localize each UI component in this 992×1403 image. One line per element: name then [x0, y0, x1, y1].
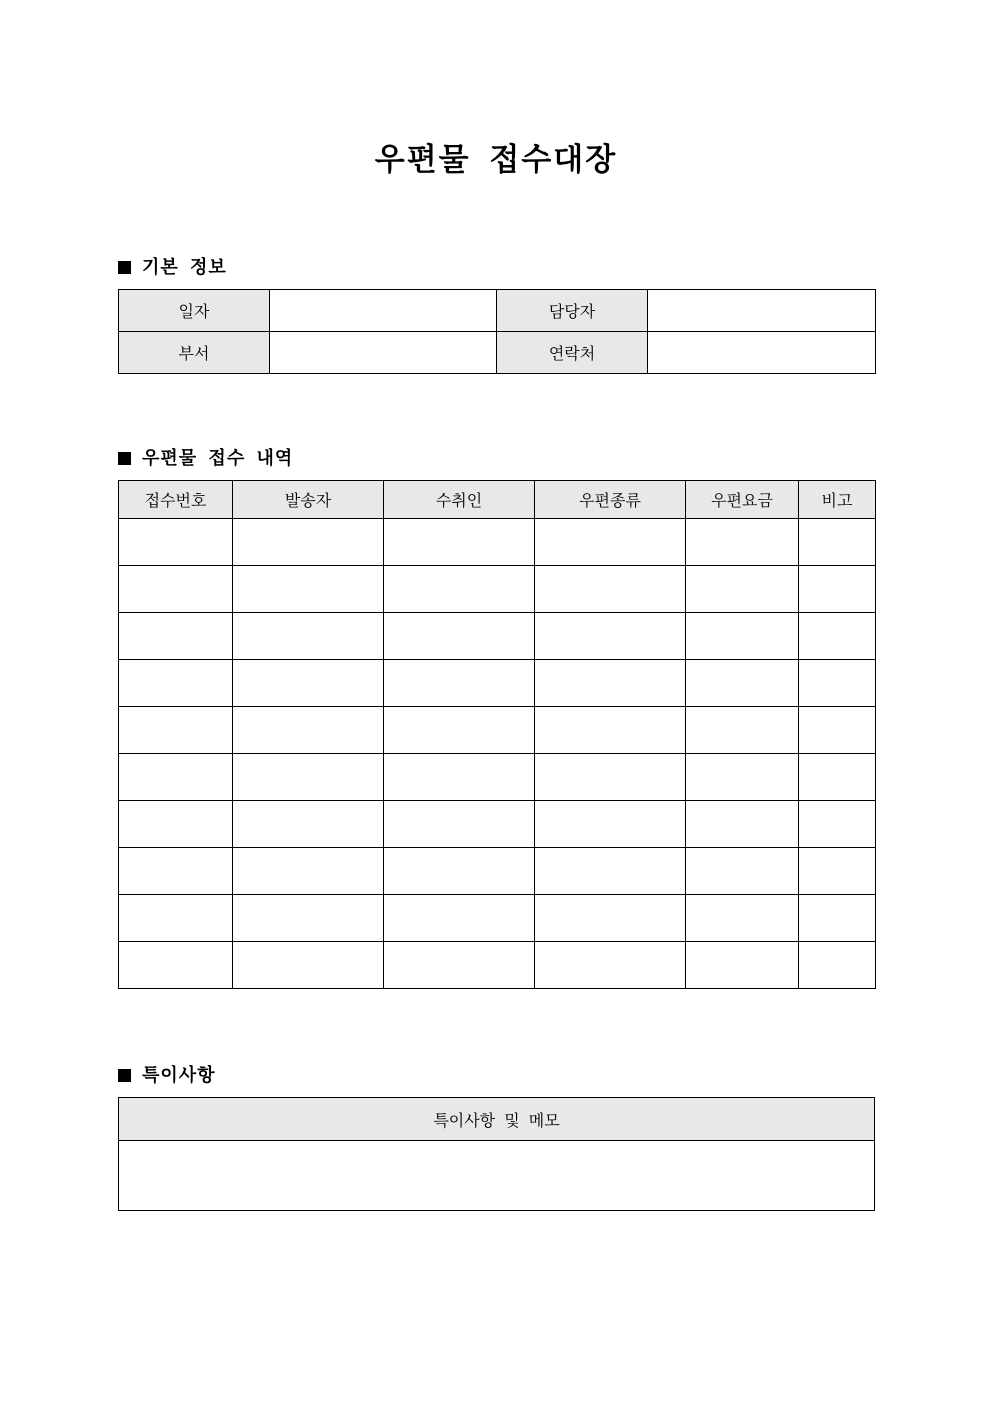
cell-sender[interactable]	[233, 613, 384, 660]
cell-mail-type[interactable]	[535, 848, 686, 895]
cell-recipient[interactable]	[384, 895, 535, 942]
notes-field[interactable]	[119, 1141, 875, 1211]
cell-mail-type[interactable]	[535, 895, 686, 942]
column-header-receipt-no: 접수번호	[119, 481, 233, 519]
cell-recipient[interactable]	[384, 519, 535, 566]
basic-info-heading-text: 기본 정보	[142, 257, 227, 278]
column-header-postage: 우편요금	[686, 481, 799, 519]
table-row	[119, 1141, 875, 1211]
manager-label: 담당자	[497, 290, 648, 332]
cell-sender[interactable]	[233, 895, 384, 942]
cell-postage[interactable]	[686, 660, 799, 707]
table-row	[119, 519, 876, 566]
contact-field[interactable]	[648, 332, 876, 374]
cell-remarks[interactable]	[799, 566, 876, 613]
cell-remarks[interactable]	[799, 848, 876, 895]
table-row	[119, 801, 876, 848]
table-row	[119, 707, 876, 754]
cell-sender[interactable]	[233, 660, 384, 707]
basic-info-table	[118, 289, 876, 374]
cell-receipt-no[interactable]	[119, 613, 233, 660]
receipt-table	[118, 480, 876, 989]
basic-info-heading	[118, 253, 227, 279]
cell-postage[interactable]	[686, 801, 799, 848]
cell-receipt-no[interactable]	[119, 942, 233, 989]
cell-mail-type[interactable]	[535, 942, 686, 989]
cell-receipt-no[interactable]	[119, 519, 233, 566]
square-bullet-icon	[118, 1069, 131, 1082]
cell-sender[interactable]	[233, 942, 384, 989]
cell-mail-type[interactable]	[535, 707, 686, 754]
cell-postage[interactable]	[686, 707, 799, 754]
cell-postage[interactable]	[686, 848, 799, 895]
cell-recipient[interactable]	[384, 707, 535, 754]
cell-mail-type[interactable]	[535, 754, 686, 801]
cell-postage[interactable]	[686, 754, 799, 801]
table-header-row	[119, 1098, 875, 1141]
cell-postage[interactable]	[686, 519, 799, 566]
cell-mail-type[interactable]	[535, 519, 686, 566]
column-header-remarks: 비고	[799, 481, 876, 519]
contact-label: 연락처	[497, 332, 648, 374]
cell-receipt-no[interactable]	[119, 754, 233, 801]
cell-receipt-no[interactable]	[119, 801, 233, 848]
table-row	[119, 848, 876, 895]
cell-postage[interactable]	[686, 895, 799, 942]
cell-remarks[interactable]	[799, 660, 876, 707]
table-header-row	[119, 481, 876, 519]
cell-sender[interactable]	[233, 519, 384, 566]
cell-recipient[interactable]	[384, 613, 535, 660]
manager-field[interactable]	[648, 290, 876, 332]
cell-sender[interactable]	[233, 801, 384, 848]
cell-recipient[interactable]	[384, 754, 535, 801]
cell-recipient[interactable]	[384, 942, 535, 989]
notes-heading-text: 특이사항	[142, 1065, 216, 1086]
cell-recipient[interactable]	[384, 848, 535, 895]
table-row	[119, 566, 876, 613]
notes-table-header: 특이사항 및 메모	[119, 1098, 875, 1141]
cell-remarks[interactable]	[799, 707, 876, 754]
cell-sender[interactable]	[233, 707, 384, 754]
cell-receipt-no[interactable]	[119, 848, 233, 895]
cell-sender[interactable]	[233, 566, 384, 613]
cell-remarks[interactable]	[799, 801, 876, 848]
table-row	[119, 754, 876, 801]
square-bullet-icon	[118, 261, 131, 274]
cell-remarks[interactable]	[799, 895, 876, 942]
cell-mail-type[interactable]	[535, 613, 686, 660]
cell-recipient[interactable]	[384, 801, 535, 848]
receipt-heading	[118, 444, 293, 470]
page-title: 우편물 접수대장	[374, 142, 618, 178]
cell-recipient[interactable]	[384, 660, 535, 707]
cell-sender[interactable]	[233, 848, 384, 895]
square-bullet-icon	[118, 452, 131, 465]
notes-table	[118, 1097, 875, 1211]
cell-receipt-no[interactable]	[119, 660, 233, 707]
cell-remarks[interactable]	[799, 942, 876, 989]
column-header-sender: 발송자	[233, 481, 384, 519]
cell-receipt-no[interactable]	[119, 895, 233, 942]
date-label: 일자	[119, 290, 270, 332]
table-row	[119, 290, 876, 332]
column-header-recipient: 수취인	[384, 481, 535, 519]
date-field[interactable]	[270, 290, 497, 332]
receipt-heading-text: 우편물 접수 내역	[142, 448, 294, 469]
cell-remarks[interactable]	[799, 519, 876, 566]
table-row	[119, 613, 876, 660]
cell-postage[interactable]	[686, 613, 799, 660]
table-row	[119, 332, 876, 374]
cell-postage[interactable]	[686, 566, 799, 613]
table-row	[119, 660, 876, 707]
department-field[interactable]	[270, 332, 497, 374]
cell-mail-type[interactable]	[535, 566, 686, 613]
cell-receipt-no[interactable]	[119, 566, 233, 613]
cell-mail-type[interactable]	[535, 660, 686, 707]
receipt-table-body	[119, 519, 876, 989]
cell-mail-type[interactable]	[535, 801, 686, 848]
notes-heading	[118, 1061, 216, 1087]
table-row	[119, 895, 876, 942]
cell-remarks[interactable]	[799, 754, 876, 801]
cell-sender[interactable]	[233, 754, 384, 801]
cell-postage[interactable]	[686, 942, 799, 989]
column-header-mail-type: 우편종류	[535, 481, 686, 519]
table-row	[119, 942, 876, 989]
department-label: 부서	[119, 332, 270, 374]
cell-recipient[interactable]	[384, 566, 535, 613]
cell-receipt-no[interactable]	[119, 707, 233, 754]
cell-remarks[interactable]	[799, 613, 876, 660]
